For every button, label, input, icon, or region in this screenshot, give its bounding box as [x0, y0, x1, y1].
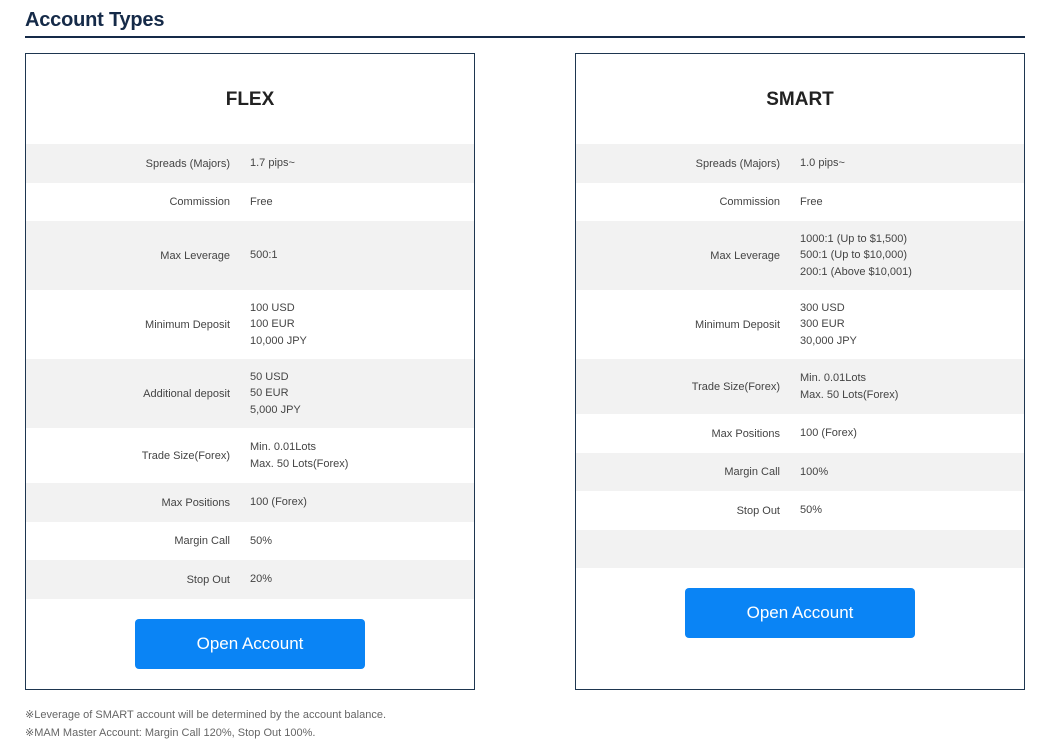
spec-label: Commission	[719, 196, 780, 208]
spec-row	[26, 144, 474, 183]
spec-value-line: 30,000 JPY	[800, 334, 857, 347]
spec-value-line: 1.0 pips~	[800, 157, 845, 170]
spec-value-line: Max. 50 Lots(Forex)	[800, 388, 899, 401]
spec-value-line: 1.7 pips~	[250, 157, 295, 170]
flex-account-card	[25, 53, 475, 690]
spec-value	[800, 155, 1024, 172]
spec-row	[576, 183, 1024, 221]
spec-value	[800, 425, 1024, 442]
spec-label: Margin Call	[174, 535, 230, 547]
spec-value-line: 300 EUR	[800, 318, 845, 331]
spec-value-line: 100 USD	[250, 301, 295, 314]
spec-label: Spreads (Majors)	[145, 157, 230, 170]
spec-row	[26, 221, 474, 290]
spec-value	[800, 370, 1024, 403]
smart-account-card	[575, 53, 1025, 690]
spec-value	[250, 494, 474, 511]
spec-value-line: 50%	[250, 534, 273, 547]
spec-label: Margin Call	[724, 466, 780, 478]
spec-row	[576, 221, 1024, 290]
spec-row	[576, 453, 1024, 491]
spec-value	[250, 533, 474, 550]
spec-value	[800, 231, 1024, 281]
spec-value-line: 100 (Forex)	[800, 427, 857, 440]
spec-value-line: Free	[250, 195, 273, 208]
spec-value-line: 500:1 (Up to $10,000)	[800, 249, 908, 262]
page-title: Account Types	[25, 9, 165, 31]
footnotes	[25, 706, 386, 742]
spec-value	[250, 247, 474, 264]
spec-row	[26, 183, 474, 221]
spec-table	[576, 144, 1024, 568]
spec-value-line: 20%	[250, 573, 273, 586]
footnote: ※MAM Master Account: Margin Call 120%, Stop Out 100%.	[25, 727, 316, 739]
spec-row	[576, 491, 1024, 530]
spec-value-line: Min. 0.01Lots	[800, 372, 867, 384]
spec-value	[800, 502, 1024, 519]
account-name: SMART	[766, 89, 834, 110]
spec-value-line: 300 USD	[800, 301, 845, 314]
spec-label: Max Leverage	[710, 249, 780, 262]
spec-row	[26, 428, 474, 483]
spec-label: Trade Size(Forex)	[691, 380, 780, 393]
spec-value-line: 5,000 JPY	[250, 403, 301, 416]
spec-value	[250, 194, 474, 211]
spec-value	[800, 194, 1024, 211]
spec-value-line: Free	[800, 195, 823, 208]
spec-value	[250, 155, 474, 172]
spec-value-line: 100%	[800, 465, 829, 478]
spec-value-line: Max. 50 Lots(Forex)	[250, 457, 349, 470]
account-name: FLEX	[225, 89, 275, 110]
spec-value-line: 200:1 (Above $10,001)	[800, 265, 912, 278]
spec-value	[250, 571, 474, 588]
spec-row	[26, 483, 474, 522]
smart-open-account-button[interactable]: Open Account	[685, 588, 915, 638]
spec-row	[576, 290, 1024, 359]
spec-value-line: 10,000 JPY	[250, 334, 307, 347]
spec-table	[26, 144, 474, 599]
spec-value	[250, 369, 474, 419]
spec-label: Max Leverage	[160, 249, 230, 262]
spec-value	[800, 300, 1024, 350]
spec-label: Minimum Deposit	[145, 318, 230, 331]
spec-row	[576, 414, 1024, 453]
spec-row	[26, 290, 474, 359]
spec-label: Stop Out	[186, 573, 230, 586]
spec-value-line: 50%	[800, 504, 823, 517]
spec-label: Commission	[169, 196, 230, 208]
spec-value-line: 100 (Forex)	[250, 496, 307, 509]
flex-open-account-button[interactable]: Open Account	[135, 619, 365, 669]
spec-row	[26, 560, 474, 599]
spec-label: Trade Size(Forex)	[141, 449, 230, 462]
spec-value-line: 1000:1 (Up to $1,500)	[800, 232, 908, 245]
spec-label: Spreads (Majors)	[695, 157, 780, 170]
title-divider	[25, 36, 1025, 38]
spec-value	[250, 300, 474, 350]
footnote: ※Leverage of SMART account will be determined by the account balance.	[25, 709, 387, 721]
spec-value	[250, 439, 474, 472]
spec-label: Max Positions	[161, 496, 230, 509]
spec-value	[800, 464, 1024, 481]
spec-row	[26, 522, 474, 560]
spec-row	[576, 144, 1024, 183]
spec-value-line: 500:1	[250, 249, 278, 262]
spec-value-line: 50 EUR	[250, 387, 289, 400]
spec-row	[576, 359, 1024, 414]
spec-label: Minimum Deposit	[695, 318, 780, 331]
spec-label: Additional deposit	[143, 387, 230, 400]
spec-label: Max Positions	[711, 427, 780, 440]
spec-row	[576, 530, 1024, 568]
spec-value-line: Min. 0.01Lots	[250, 441, 317, 453]
spec-value-line: 50 USD	[250, 370, 289, 383]
spec-label: Stop Out	[736, 504, 780, 517]
spec-value-line: 100 EUR	[250, 318, 295, 331]
spec-row	[26, 359, 474, 428]
